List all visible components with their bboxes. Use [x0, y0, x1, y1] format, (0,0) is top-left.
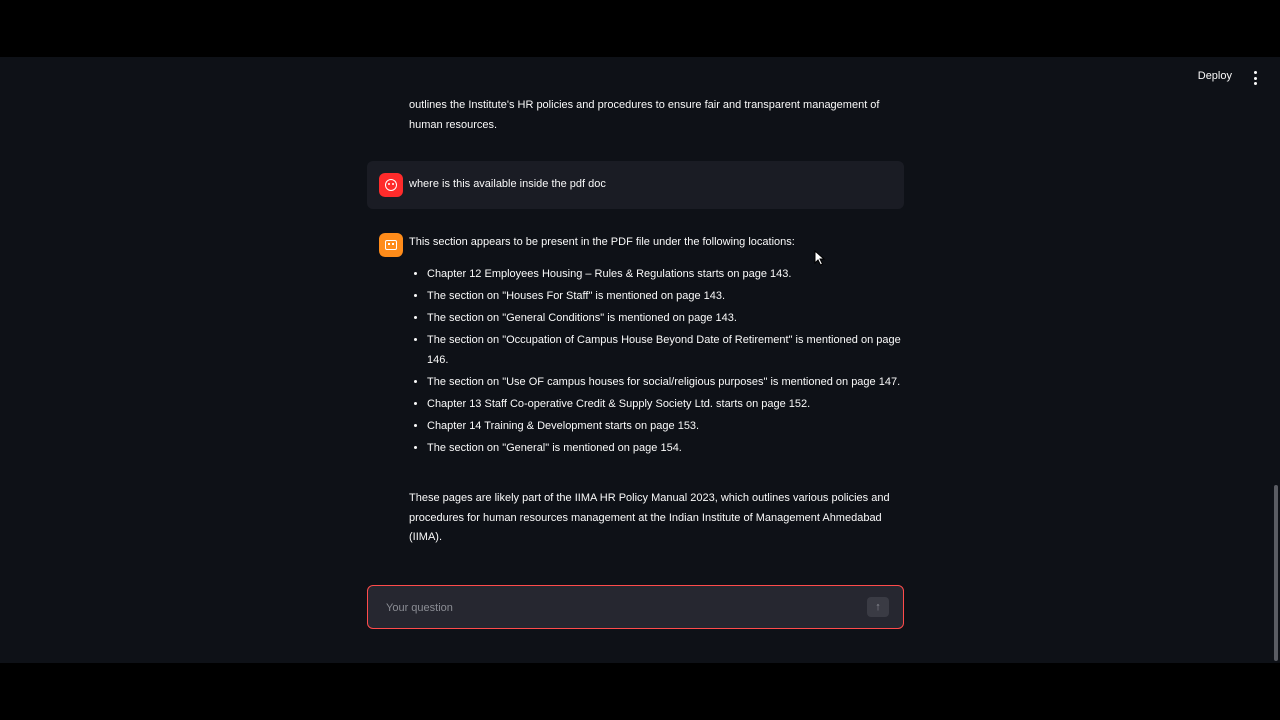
list-item: • The section on "General" is mentioned on page 154. — [427, 439, 917, 459]
send-button[interactable] — [867, 597, 889, 617]
kebab-menu-icon[interactable] — [1250, 71, 1260, 85]
previous-assistant-text: outlines the Institute's HR policies and procedures to ensure fair and transparent management of human resources. — [409, 99, 880, 131]
location-list — [409, 265, 917, 461]
assistant-avatar — [379, 233, 403, 257]
list-item: • The section on "Occupation of Campus House Beyond Date of Retirement" is mentioned on page 146. — [427, 331, 917, 370]
chat-input-container — [367, 585, 904, 629]
user-message-text: where is this available inside the pdf doc — [409, 178, 606, 190]
app-main — [0, 57, 1280, 663]
list-item: • Chapter 13 Staff Co-operative Credit & Supply Society Ltd. starts on page 152. — [427, 395, 917, 415]
user-avatar — [379, 173, 403, 197]
list-item: • The section on "Houses For Staff" is mentioned on page 143. — [427, 287, 917, 307]
scrollbar[interactable] — [1274, 485, 1278, 661]
list-item: • Chapter 12 Employees Housing – Rules & Regulations starts on page 143. — [427, 265, 917, 285]
question-input[interactable] — [384, 597, 858, 619]
mouse-cursor-icon — [814, 250, 826, 266]
list-item: • Chapter 14 Training & Development starts on page 153. — [427, 417, 917, 437]
assistant-outro: These pages are likely part of the IIMA HR Policy Manual 2023, which outlines various policies and procedures for human resources management at the Indian Institute of Management Ahmedabad (IIMA). — [409, 492, 890, 543]
arrow-up-icon: ↑ — [875, 601, 881, 613]
user-face-icon — [385, 179, 397, 191]
deploy-button[interactable]: Deploy — [1197, 70, 1232, 82]
list-item: • The section on "Use OF campus houses for social/religious purposes" is mentioned on page 147. — [427, 373, 917, 393]
list-item: • The section on "General Conditions" is mentioned on page 143. — [427, 309, 917, 329]
app-header — [0, 57, 1280, 101]
robot-icon — [385, 240, 397, 250]
assistant-intro: This section appears to be present in the PDF file under the following locations: — [409, 236, 795, 248]
